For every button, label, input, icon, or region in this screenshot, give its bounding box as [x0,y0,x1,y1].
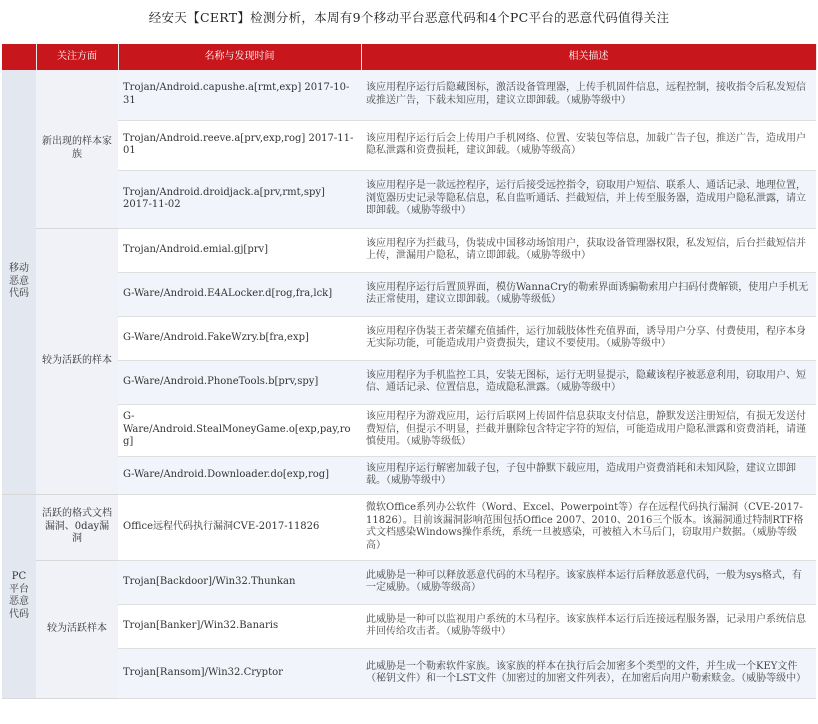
threat-table [2,44,817,699]
row-desc: 此威胁是一个勒索软件家族。该家族的样本在执行后会加密多个类型的文件，并生成一个KEY文件（秘钥文件）和一个LST文件（加密过的加密文件列表），在加密后向用户勒索赎金。（威胁等级中） [361,648,816,698]
table-row [2,228,816,272]
row-desc: 该应用程序为手机监控工具，安装无图标，运行无明显提示，隐藏该程序被恶意利用，窃取用户、短信、通话记录、位置信息，造成隐私泄露。（威胁等级中） [361,360,816,404]
row-desc: 该应用程序运行后置顶界面，模仿WannaCry的勒索界面诱骗勒索用户扫码付费解锁，使用户手机无法正常使用，建议立即卸载。（威胁等级低） [361,272,816,316]
table-header-row [2,44,816,70]
table-row [2,170,816,228]
header-name: 名称与发现时间 [118,44,361,70]
row-name: G-Ware/Android.StealMoneyGame.o[exp,pay,rog] [118,404,361,456]
platform-mobile: 移动恶意代码 [2,70,36,494]
table-row [2,70,816,120]
table-row [2,272,816,316]
focus-pc-vuln: 活跃的格式文档漏洞、0day漏洞 [36,494,118,560]
row-name: Trojan/Android.droidjack.a[prv,rmt,spy] 2017-11-02 [118,170,361,228]
row-name: Trojan[Ransom]/Win32.Cryptor [118,648,361,698]
platform-pc: PC平台恶意代码 [2,494,36,698]
table-row [2,316,816,360]
row-desc: 该应用程序运行后会上传用户手机网络、位置、安装包等信息，加载广告子包，推送广告，造成用户隐私泄露和资费损耗，建议卸载。（威胁等级高） [361,120,816,170]
table-row [2,494,816,560]
row-desc: 该应用程序运行解密加载子包，子包中静默下载应用，造成用户资费消耗和未知风险，建议立即卸载。（威胁等级中） [361,456,816,494]
row-desc: 该应用程序伪装王者荣耀充值插件，运行加载肢体性充值界面，诱导用户分享、付费使用，程序本身无实际功能，可能造成用户资费损失，建议不要使用。（威胁等级中） [361,316,816,360]
row-name: G-Ware/Android.FakeWzry.b[fra,exp] [118,316,361,360]
row-name: Office远程代码执行漏洞CVE-2017-11826 [118,494,361,560]
row-name: Trojan/Android.capushe.a[rmt,exp] 2017-10-31 [118,70,361,120]
focus-mobile-active: 较为活跃的样本 [36,228,118,494]
row-desc: 此威胁是一种可以释放恶意代码的木马程序。该家族样本运行后释放恶意代码，一般为sys格式，有一定威胁。（威胁等级高） [361,560,816,604]
row-desc: 此威胁是一种可以监视用户系统的木马程序。该家族样本运行后连接远程服务器，记录用户系统信息并回传给攻击者。（威胁等级中） [361,604,816,648]
focus-pc-active: 较为活跃样本 [36,560,118,698]
page-title: 经安天【CERT】检测分析，本周有9个移动平台恶意代码和4个PC平台的恶意代码值得关注 [148,10,670,25]
row-desc: 该应用程序为拦截马，伪装成中国移动场馆用户，获取设备管理器权限，私发短信，后台拦截短信并上传，泄漏用户隐私，请立即卸载。（威胁等级中） [361,228,816,272]
table-row [2,648,816,698]
table-row [2,360,816,404]
row-name: Trojan/Android.emial.gj[prv] [118,228,361,272]
table-row [2,456,816,494]
header-desc: 相关描述 [361,44,816,70]
row-desc: 微软Office系列办公软件（Word、Excel、Powerpoint等）存在远程代码执行漏洞（CVE-2017-11826）。目前该漏洞影响范围包括Office 2007、2010、2016三个版本。该漏洞通过特制RTF格式文档感染Windows操作系统，系统一旦被感染，可被植入木马后门，窃取用户数据。（威胁等级高） [361,494,816,560]
row-name: Trojan/Android.reeve.a[prv,exp,rog] 2017-11-01 [118,120,361,170]
row-name: G-Ware/Android.E4ALocker.d[rog,fra,lck] [118,272,361,316]
table-row [2,120,816,170]
focus-mobile-new: 新出现的样本家族 [36,70,118,228]
table-row [2,604,816,648]
header-focus: 关注方面 [36,44,118,70]
row-name: G-Ware/Android.Downloader.do[exp,rog] [118,456,361,494]
row-desc: 该应用程序是一款远控程序，运行后接受远控指令，窃取用户短信、联系人、通话记录、地理位置，浏览器历史记录等隐私信息，私自监听通话、拦截短信，并上传至服务器，造成用户隐私泄露，请立即卸载。（威胁等级中） [361,170,816,228]
row-name: Trojan[Backdoor]/Win32.Thunkan [118,560,361,604]
row-name: Trojan[Banker]/Win32.Banaris [118,604,361,648]
row-desc: 该应用程序为游戏应用，运行后联网上传固件信息获取支付信息，静默发送注册短信，有损无发送付费短信，但提示不明显，拦截并删除包含特定字符的短信，可能造成用户隐私泄露和资费消耗，请谨慎使用。（威胁等级低） [361,404,816,456]
table-row [2,560,816,604]
table-row [2,404,816,456]
row-desc: 该应用程序运行后隐藏图标，激活设备管理器，上传手机固件信息，远程控制，接收指令后私发短信或推送广告，下载未知应用，建议立即卸载。（威胁等级中） [361,70,816,120]
header-platform [2,44,36,70]
row-name: G-Ware/Android.PhoneTools.b[prv,spy] [118,360,361,404]
